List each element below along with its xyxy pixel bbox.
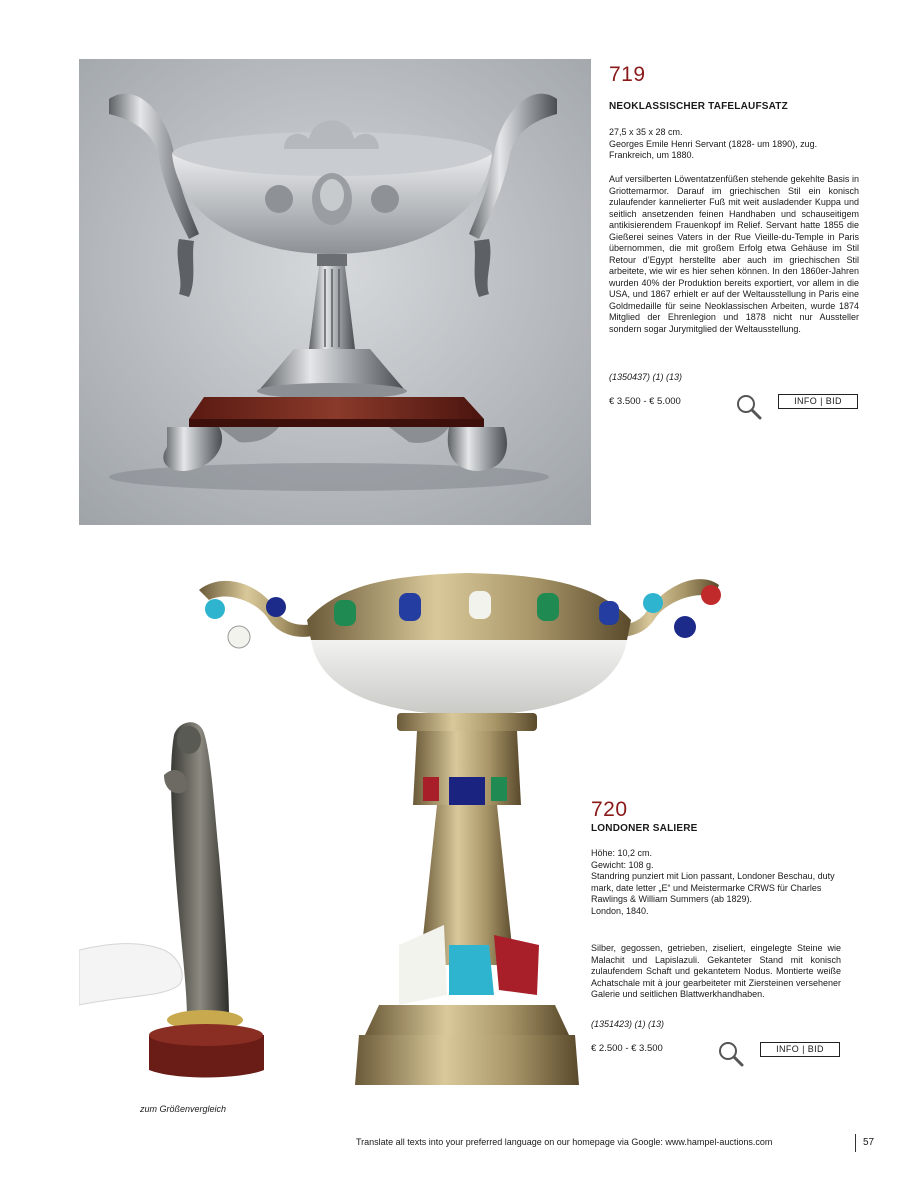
lot-720-height: Höhe: 10,2 cm.	[591, 848, 653, 858]
footer-translate-note[interactable]: Translate all texts into your preferred language on our homepage via Google: www.hampel-auctions.com	[356, 1137, 773, 1147]
lot-719-dimensions: 27,5 x 35 x 28 cm.	[609, 127, 683, 137]
size-comparison-caption: zum Größenvergleich	[140, 1104, 227, 1114]
lot-719-origin: Frankreich, um 1880.	[609, 150, 695, 160]
lot-720-description: Silber, gegossen, getrieben, ziseliert, eingelegte Steine wie Malachit und Lapislazuli. Gekanteter Stand mit konisch zulaufendem Schaft und gekantetem Nodus. Montierte weiße Achatschale mit à jour gearbeiteter mit Ziersteinen versehener Galerie und seitlichen Blattwerkhandhaben.	[591, 943, 841, 999]
lot-719-info-bid-button[interactable]: INFO | BID	[778, 394, 858, 409]
footer-divider	[855, 1134, 856, 1152]
lot-719-maker: Georges Emile Henri Servant (1828- um 1890), zug.	[609, 138, 818, 149]
lot-720-weight: Gewicht: 108 g.	[591, 859, 654, 870]
search-icon[interactable]	[735, 393, 763, 421]
lot-720-price: € 2.500 - € 3.500	[591, 1043, 663, 1054]
lot-720-hallmarks: Standring punziert mit Lion passant, Londoner Beschau, duty mark, date letter „E“ und Meistermarke CRWS für Charles Rawlings & William Summers (ab 1829).	[591, 871, 835, 904]
search-icon[interactable]	[717, 1040, 745, 1068]
lot-720-origin: London, 1840.	[591, 905, 649, 916]
lot-720-info-bid-button[interactable]: INFO | BID	[760, 1042, 840, 1057]
lot-719-number: 719	[609, 63, 646, 86]
lot-719-description: Auf versilberten Löwentatzenfüßen stehende gekehlte Basis in Griottemarmor. Darauf im griechischen Stil ein konisch zulaufender kannelierter Fuß mit weit ausladender Kuppa und seitlich ansetzenden feinen Handhaben und schauseitigem antikisierendem Frauenkopf im Relief. Servant hatte 1855 die Gießerei seines Vaters in der Rue Vieille-du-Temple in Paris übernommen, die mit großem Erfolg etwa Gehäuse im Stil Retour d’Egypt herstellte aber auch im griechischen Stil arbeitete, wie wir es hier sehen können. In den 1860er-Jahren wurden 40% der Produktion bereits exportiert, vor allem in die USA, und 1867 erhielt er auf der Weltausstellung in Paris eine Goldmedaille für seine Neoklassischen Arbeiten, wurde 1874 Mitglied der Ehrenlegion und 1878 nicht nur Aussteller sondern sogar Jurymitglied der Weltausstellung.	[609, 174, 859, 334]
lot-719-photo[interactable]	[79, 59, 591, 525]
lot-720-meta	[591, 848, 841, 917]
lot-719-title: NEOKLASSISCHER TAFELAUFSATZ	[609, 101, 788, 112]
lot-719-price: € 3.500 - € 5.000	[609, 396, 681, 407]
lot-719-reference: (1350437) (1) (13)	[609, 372, 683, 382]
page-number: 57	[863, 1137, 875, 1148]
lot-720-title: LONDONER SALIERE	[591, 823, 698, 834]
lot-720-number: 720	[591, 798, 628, 821]
lot-720-reference: (1351423) (1) (13)	[591, 1019, 665, 1029]
lot-719-meta	[609, 127, 859, 162]
